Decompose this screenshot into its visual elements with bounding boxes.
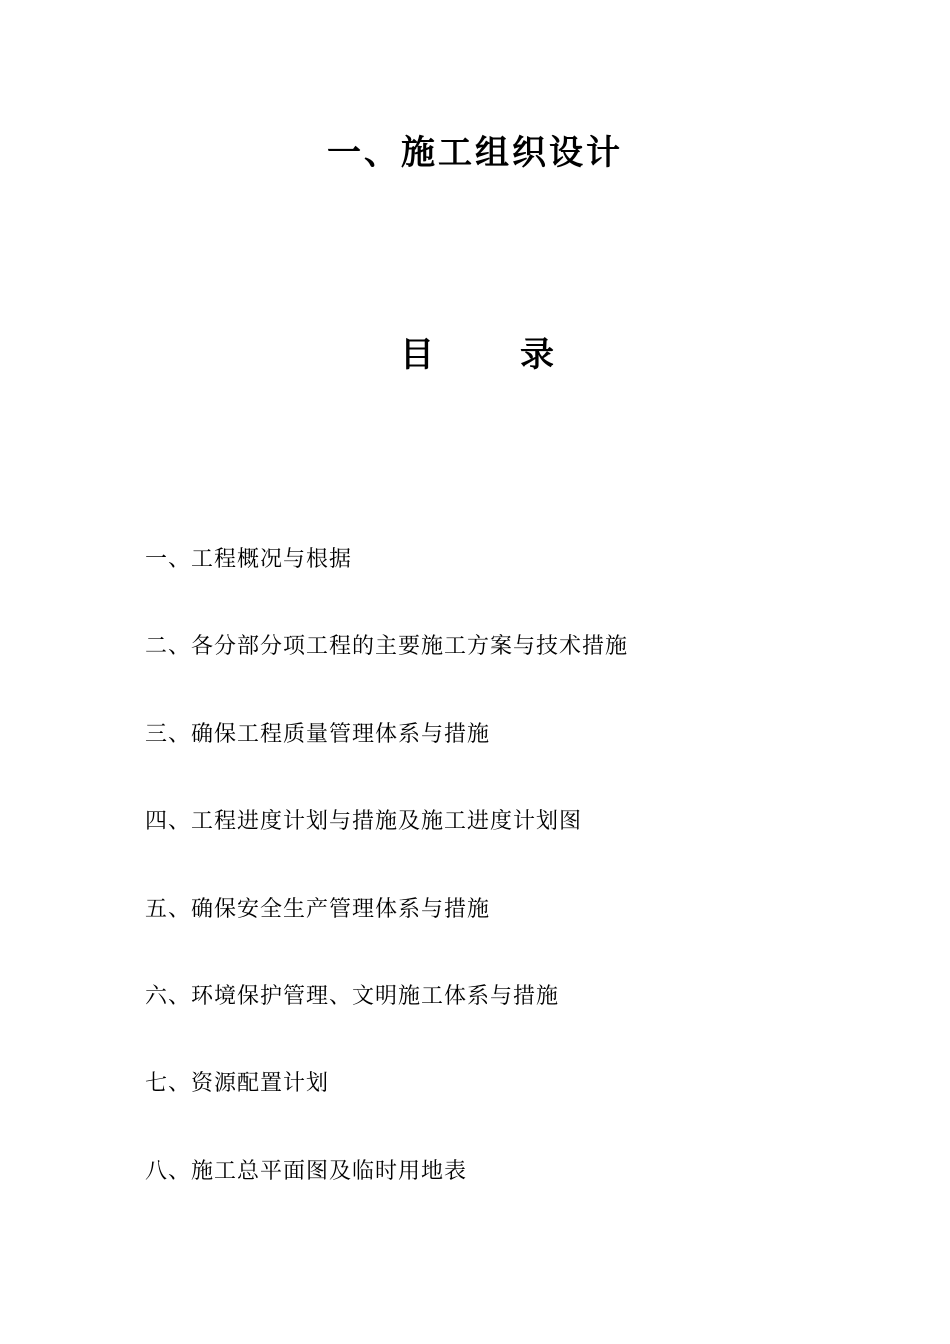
toc-item-6: 六、环境保护管理、文明施工体系与措施: [145, 983, 560, 1009]
toc-item-1: 一、工程概况与根据: [145, 547, 353, 572]
toc-item-8: 八、施工总平面图及临时用地表: [145, 1158, 468, 1184]
toc-list: [145, 540, 628, 1239]
toc-heading-right-char: 录: [520, 335, 554, 375]
toc-item-4: 四、工程进度计划与措施及施工进度计划图: [145, 809, 583, 835]
toc-item-2: 二、各分部分项工程的主要施工方案与技术措施: [145, 634, 629, 660]
toc-item-7: 七、资源配置计划: [145, 1071, 330, 1097]
toc-item-3: 三、确保工程质量管理体系与措施: [145, 721, 491, 747]
toc-heading: [400, 330, 570, 380]
toc-heading-left-char: 目: [400, 335, 434, 375]
toc-item-5: 五、确保安全生产管理体系与措施: [145, 896, 491, 922]
document-title: 一、施工组织设计: [327, 133, 623, 173]
